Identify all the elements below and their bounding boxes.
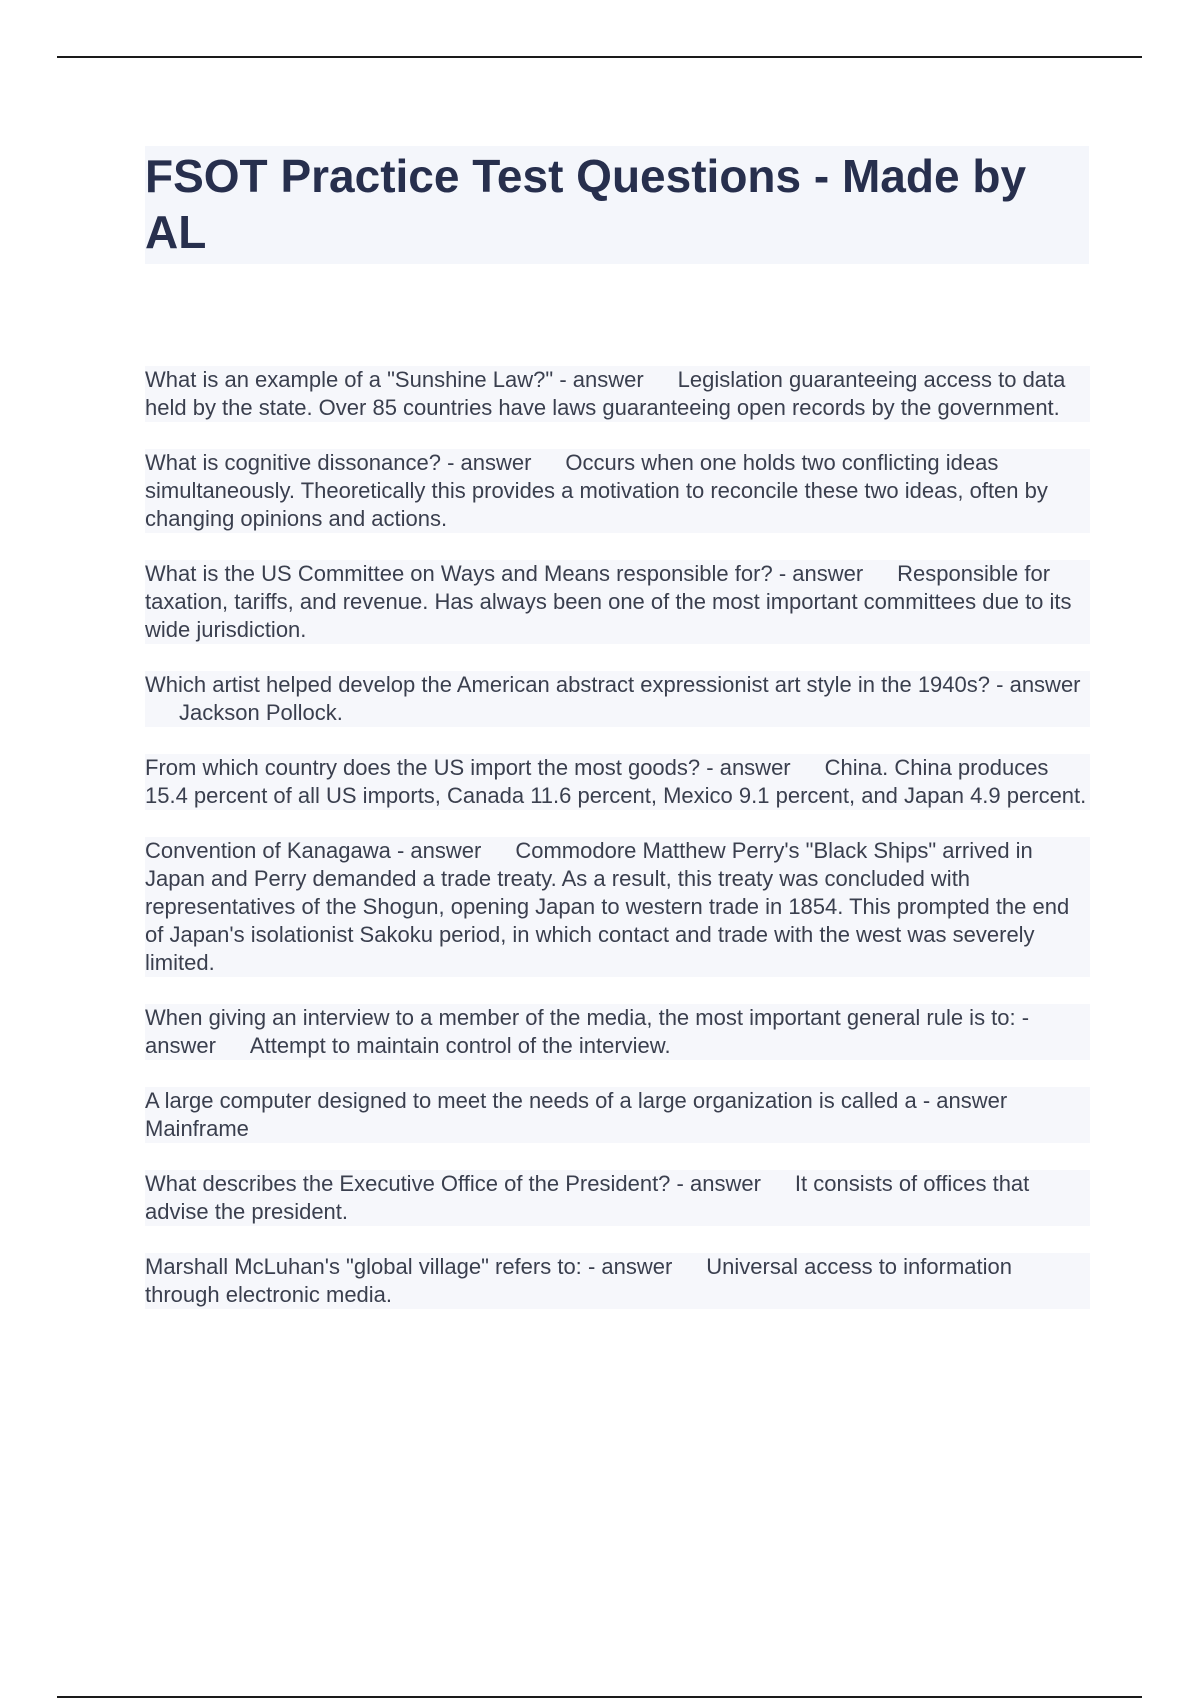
qa-item xyxy=(145,366,1090,422)
answer-marker: - answer xyxy=(922,1088,1008,1113)
qa-list xyxy=(145,366,1090,1336)
answer-text: Jackson Pollock. xyxy=(179,700,343,725)
question-text: A large computer designed to meet the needs of a large organization is called a xyxy=(145,1088,917,1113)
qa-item xyxy=(145,1004,1090,1060)
page-title: FSOT Practice Test Questions - Made by AL xyxy=(145,150,1027,258)
title-block xyxy=(145,146,1089,264)
qa-item xyxy=(145,671,1090,727)
answer-marker: - answer xyxy=(996,672,1081,697)
answer-text: Legislation guaranteeing access to data held by the state. Over 85 countries have laws guaranteeing open records by the government. xyxy=(145,367,1066,420)
qa-item xyxy=(145,1170,1090,1226)
question-text: Convention of Kanagawa xyxy=(145,838,391,863)
answer-marker: - answer xyxy=(706,755,791,780)
answer-marker: - answer xyxy=(778,561,864,586)
qa-item xyxy=(145,837,1090,977)
answer-text: Commodore Matthew Perry's "Black Ships" arrived in Japan and Perry demanded a trade treaty. As a result, this treaty was concluded with representatives of the Shogun, opening Japan to western trade in 1854. This prompted the end of Japan's isolationist Sakoku period, in which contact and trade with the west was severely limited. xyxy=(145,838,1070,975)
bottom-rule xyxy=(57,1696,1142,1698)
answer-text: Attempt to maintain control of the interview. xyxy=(249,1033,671,1058)
qa-item xyxy=(145,754,1090,810)
answer-text: It consists of offices that advise the president. xyxy=(145,1171,1030,1224)
answer-marker: - answer xyxy=(676,1171,761,1196)
question-text: Which artist helped develop the American abstract expressionist art style in the 1940s? xyxy=(145,672,991,697)
answer-text: Universal access to information through electronic media. xyxy=(145,1254,1012,1307)
answer-text: Occurs when one holds two conflicting ideas simultaneously. Theoretically this provides a motivation to reconcile these two ideas, often by changing opinions and actions. xyxy=(145,450,1048,531)
answer-text: China. China produces 15.4 percent of all US imports, Canada 11.6 percent, Mexico 9.1 percent, and Japan 4.9 percent. xyxy=(145,755,1087,808)
question-text: What is cognitive dissonance? xyxy=(145,450,441,475)
question-text: Marshall McLuhan's "global village" refers to: xyxy=(145,1254,582,1279)
qa-item xyxy=(145,1087,1090,1143)
question-text: What is an example of a "Sunshine Law?" xyxy=(145,367,554,392)
question-text: From which country does the US import the most goods? xyxy=(145,755,701,780)
question-text: When giving an interview to a member of the media, the most important general rule is to: xyxy=(145,1005,1016,1030)
answer-marker: - answer xyxy=(559,367,644,392)
answer-text: Mainframe xyxy=(145,1116,249,1141)
answer-marker: - answer xyxy=(145,1005,1030,1058)
qa-item xyxy=(145,449,1090,533)
answer-marker: - answer xyxy=(447,450,532,475)
question-text: What is the US Committee on Ways and Means responsible for? xyxy=(145,561,773,586)
qa-item xyxy=(145,1253,1090,1309)
qa-item xyxy=(145,560,1090,644)
answer-marker: - answer xyxy=(396,838,482,863)
answer-marker: - answer xyxy=(587,1254,673,1279)
top-rule xyxy=(57,56,1142,58)
question-text: What describes the Executive Office of the President? xyxy=(145,1171,671,1196)
answer-text: Responsible for taxation, tariffs, and revenue. Has always been one of the most important committees due to its wide jurisdiction. xyxy=(145,561,1072,642)
